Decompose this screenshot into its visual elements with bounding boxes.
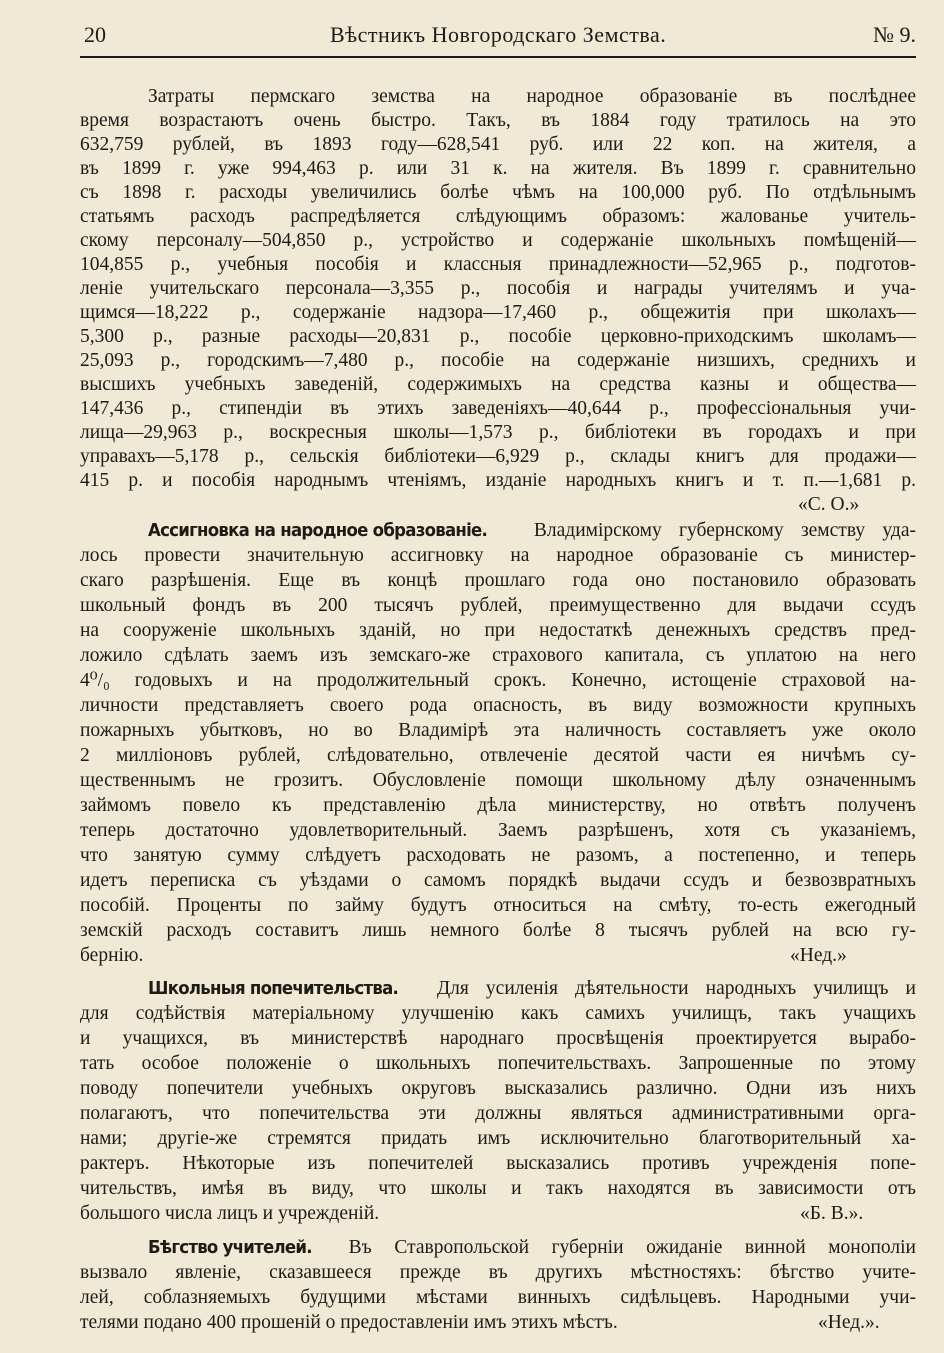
paragraph-first-line [148, 1237, 916, 1259]
paragraph-line: займомъ повело къ представленію дѣла министерству, но отвѣтъ полученъ [80, 795, 916, 816]
source-signature: «С. О.» [798, 494, 860, 515]
paragraph-line: леніе учительскаго персонала—3,355 р., пособія и награды учителямъ и уча- [80, 278, 916, 299]
paragraph-line: поводу попечители учебныхъ округовъ высказались различно. Одни изъ нихъ [80, 1078, 916, 1099]
page-header [80, 22, 916, 58]
paragraph-line: и учащихся, въ министерствѣ народнаго просвѣщенія проектируется вырабо- [80, 1028, 916, 1049]
paragraph-line: 4⁰/₀ годовыхъ и на продолжительный срокъ. Конечно, истощеніе страховой на- [80, 670, 916, 691]
paragraph-line: личности представляетъ своего рода опасность, въ виду возможности крупныхъ [80, 695, 916, 716]
paragraph-line: большого числа лицъ и учрежденій. [80, 1203, 380, 1224]
paragraph-line: рактеръ. Нѣкоторые изъ попечителей высказались противъ учрежденія попе- [80, 1153, 916, 1174]
page-number: 20 [84, 22, 106, 47]
section-heading: Ассигновка на народное образованіе. [148, 520, 488, 541]
paragraph-line: бернію. [80, 945, 144, 966]
paragraph-line: высшихъ учебныхъ заведеній, содержимыхъ на средства казны и общества— [80, 374, 916, 395]
paragraph-line: время возрастаютъ очень быстро. Такъ, въ 1884 году тратилось на это [80, 110, 916, 131]
paragraph-line: чительствъ, имѣя въ виду, что школы и такъ находятся въ зависимости отъ [80, 1178, 916, 1199]
paragraph-first-line [148, 520, 916, 542]
paragraph-line: статьямъ расходъ распредѣляется слѣдующимъ образомъ: жалованье учитель- [80, 206, 916, 227]
paragraph-line: что занятую сумму слѣдуетъ расходовать не разомъ, а постепенно, и теперь [80, 845, 916, 866]
paragraph-line: съ 1898 г. расходы увеличились болѣе чѣмъ на 100,000 руб. По отдѣльнымъ [80, 182, 916, 203]
paragraph-line: въ 1899 г. уже 994,463 р. или 31 к. на жителя. Въ 1899 г. сравнительно [80, 158, 916, 179]
paragraph-line: управахъ—5,178 р., сельскія библіотеки—6,929 р., склады книгъ для продажи— [80, 446, 916, 467]
paragraph-line: пособій. Проценты по займу будутъ относиться на смѣту, то-есть ежегодный [80, 895, 916, 916]
paragraph-line: тать особое положеніе о школьныхъ попечительствахъ. Запрошенные по этому [80, 1053, 916, 1074]
header-rule [80, 56, 916, 58]
paragraph-line: лей, соблазняемыхъ будущими мѣстами винныхъ сидѣльцевъ. Народными учи- [80, 1287, 916, 1308]
section-heading: Школьныя попечительства. [148, 978, 399, 999]
paragraph-line: лища—29,963 р., воскресныя школы—1,573 р., библіотеки въ городахъ и при [80, 422, 916, 443]
paragraph-line: 415 р. и пособія народнымъ чтеніямъ, изданіе народныхъ книгъ и т. п.—1,681 р. [80, 470, 916, 491]
journal-title: Вѣстникъ Новгородскаго Земства. [330, 22, 667, 47]
paragraph-line: ложило сдѣлать заемъ изъ земскаго-же страхового капитала, съ уплатою на него [80, 645, 916, 666]
paragraph-line: полагаютъ, что попечительства эти должны являться административными орга- [80, 1103, 916, 1124]
paragraph-line: 147,436 р., стипендіи въ этихъ заведеніяхъ—40,644 р., профессіональныя учи- [80, 398, 916, 419]
source-signature: «Б. В.». [800, 1203, 864, 1224]
paragraph-line: телями подано 400 прошеній о предоставленіи имъ этихъ мѣстъ. [80, 1312, 618, 1333]
section-heading: Бѣгство учителей. [148, 1237, 312, 1258]
paragraph-text: Въ Ставропольской губерніи ожиданіе винной монополіи [348, 1237, 916, 1258]
paragraph-line: на сооруженіе школьныхъ зданій, но при недостаткѣ денежныхъ средствъ пред- [80, 620, 916, 641]
source-signature: «Нед.». [818, 1312, 880, 1333]
paragraph-line: 632,759 рублей, въ 1893 году—628,541 руб. или 22 коп. на жителя, а [80, 134, 916, 155]
source-signature: «Нед.» [790, 945, 847, 966]
paragraph-line: скому персоналу—504,850 р., устройство и содержаніе школьныхъ помѣщеній— [80, 230, 916, 251]
paragraph-line: щественнымъ не грозитъ. Обусловленіе помощи школьному дѣлу означеннымъ [80, 770, 916, 791]
paragraph-line: скаго разрѣшенія. Еще въ концѣ прошлаго года оно постановило образовать [80, 570, 916, 591]
paragraph-line: школьный фондъ въ 200 тысячъ рублей, преимущественно для выдачи ссудъ [80, 595, 916, 616]
issue-number: № 9. [873, 22, 916, 47]
paragraph-line: 104,855 р., учебныя пособія и классныя принадлежности—52,965 р., подготов- [80, 254, 916, 275]
paragraph-line: лось провести значительную ассигновку на народное образованіе съ министер- [80, 545, 916, 566]
paragraph-first-line [148, 978, 916, 1000]
paragraph-line: 25,093 р., городскимъ—7,480 р., пособіе на содержаніе низшихъ, среднихъ и [80, 350, 916, 371]
paragraph-line: Затраты пермскаго земства на народное образованіе въ послѣднее [148, 86, 916, 107]
paragraph-line: 5,300 р., разные расходы—20,831 р., пособіе церковно-приходскимъ школамъ— [80, 326, 916, 347]
paragraph-line: нами; другіе-же стремятся придать имъ исключительно благотворительный ха- [80, 1128, 916, 1149]
paragraph-line: земскій расходъ составитъ лишь немного болѣе 8 тысячъ рублей на всю гу- [80, 920, 916, 941]
paragraph-line: 2 милліоновъ рублей, слѣдовательно, отвлеченіе десятой части ея ничѣмъ су- [80, 745, 916, 766]
paragraph-line: пожарныхъ убытковъ, но во Владимірѣ эта наличность составляетъ уже около [80, 720, 916, 741]
paragraph-line: щимся—18,222 р., содержаніе надзора—17,460 р., общежитія при школахъ— [80, 302, 916, 323]
paragraph-line: для содѣйствія матеріальному улучшенію какъ самихъ училищъ, такъ учащихъ [80, 1003, 916, 1024]
paragraph-line: вызвало явленіе, сказавшееся прежде въ другихъ мѣстностяхъ: бѣгство учите- [80, 1262, 916, 1283]
paragraph-line: теперь достаточно удовлетворительный. Заемъ разрѣшенъ, хотя съ указаніемъ, [80, 820, 916, 841]
paragraph-text: Владимірскому губернскому земству уда- [533, 520, 916, 541]
paragraph-line: идетъ переписка съ уѣздами о самомъ порядкѣ выдачи ссудъ и безвозвратныхъ [80, 870, 916, 891]
paragraph-text: Для усиленія дѣятельности народныхъ училищъ и [436, 978, 916, 999]
